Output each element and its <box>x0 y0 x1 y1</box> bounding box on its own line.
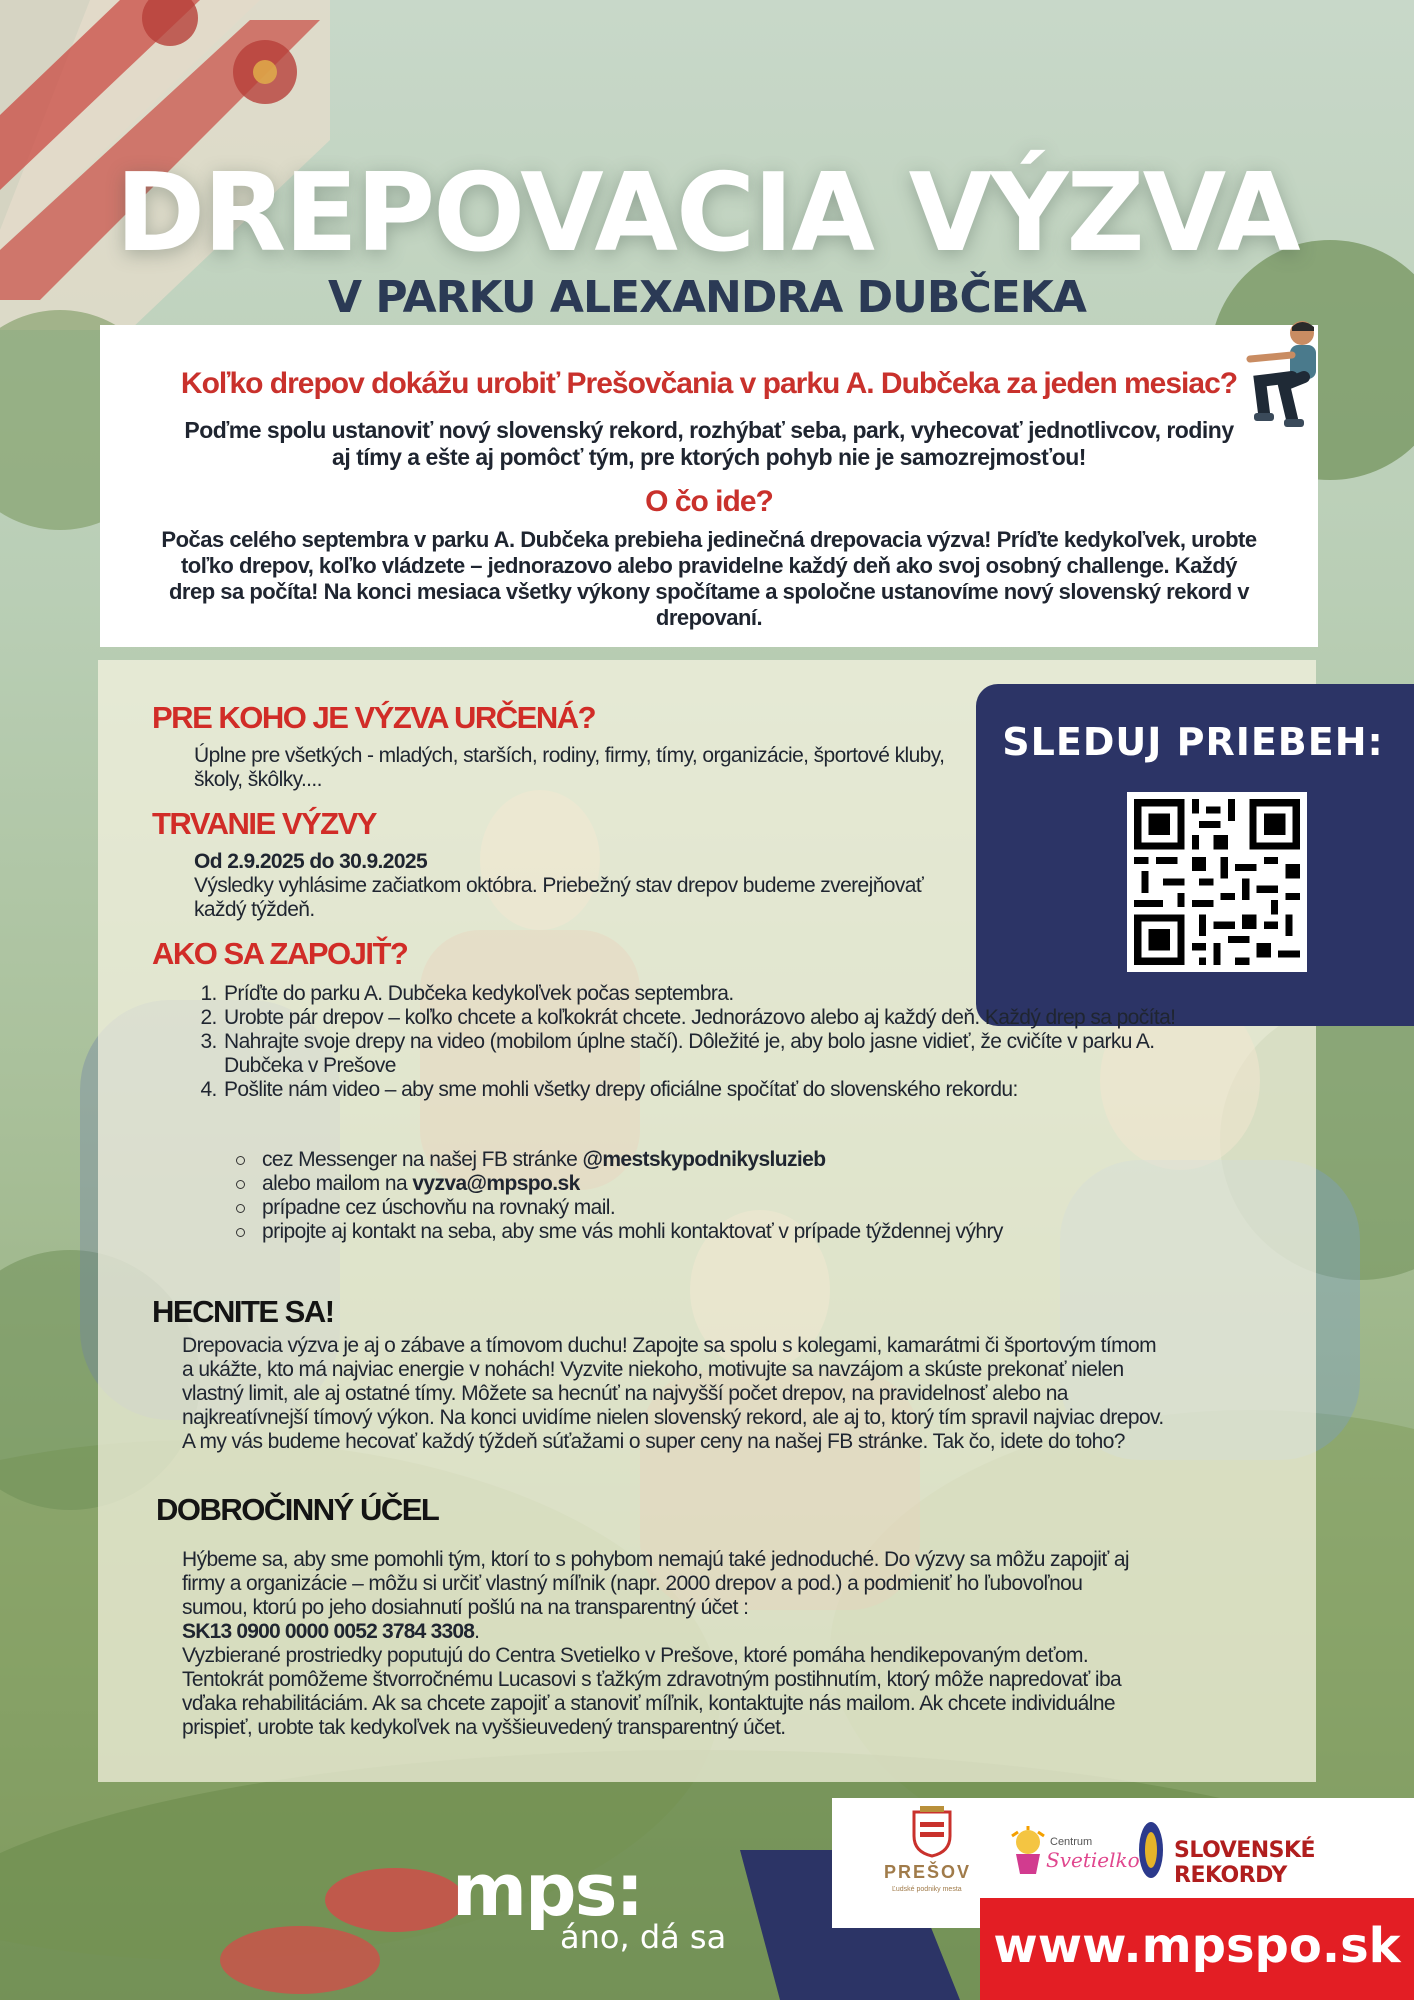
contact-note: pripojte aj kontakt na seba, aby sme vás mohli kontaktovať v prípade týždennej výhry <box>262 1220 1162 1244</box>
intro-box <box>100 325 1318 647</box>
iban-suffix: . <box>474 1620 480 1643</box>
audience-heading: PRE KOHO JE VÝZVA URČENÁ? <box>152 700 596 735</box>
mps-logo: mps: <box>452 1848 643 1932</box>
about-heading: O čo ide? <box>645 485 773 518</box>
presov-logo-text: PREŠOV <box>884 1862 972 1882</box>
contact-upload: prípadne cez úschovňu na rovnaký mail. <box>262 1196 1162 1220</box>
contact-email <box>262 1172 1162 1196</box>
audience-text: Úplne pre všetkých - mladých, starších, rodiny, firmy, tímy, organizácie, športové kluby, školy, škôlky.... <box>194 744 945 791</box>
presov-logo-sub: Ľudské podniky mesta <box>892 1886 962 1893</box>
svetielko-child-icon <box>1006 1824 1050 1876</box>
intro-lead: Poďme spolu ustanoviť nový slovenský rekord, rozhýbať seba, park, vyhecovať jednotlivcov, rodiny aj tímy a ešte aj pomôcť tým, pre ktorých pohyb nie je samozrejmosťou! <box>184 417 1234 470</box>
squatting-man-icon <box>1240 315 1340 445</box>
email-link[interactable]: vyzva@mpspo.sk <box>412 1172 580 1195</box>
website-link[interactable]: www.mpspo.sk <box>993 1918 1401 1974</box>
contact-list <box>236 1148 1162 1244</box>
records-logo-text: SLOVENSKÉ REKORDY <box>1174 1838 1316 1888</box>
svetielko-text: Svetielko <box>1046 1848 1140 1872</box>
contact-messenger-label: cez Messenger na našej FB stránke <box>262 1148 583 1171</box>
hype-heading: HECNITE SA! <box>152 1294 334 1329</box>
charity-text <box>182 1548 1152 1740</box>
charity-text-1: Hýbeme sa, aby sme pomohli tým, ktorí to s pohybom nemajú také jednoduché. Do výzvy sa môžu zapojiť aj firmy a organizácie – môžu si určiť vlastný míľnik (napr. 2000 drepov a pod.) a podmieniť ho ľubovoľnou sumou, ktorú po jeho dosiahnutí pošlú na na transparentný účet : <box>182 1548 1129 1619</box>
join-steps <box>200 982 1182 1102</box>
join-heading: AKO SA ZAPOJIŤ? <box>152 936 408 971</box>
contact-messenger <box>262 1148 1162 1172</box>
charity-heading: DOBROČINNÝ ÚČEL <box>156 1492 439 1527</box>
charity-text-2: Vyzbierané prostriedky poputujú do Centra Svetielko v Prešove, ktoré pomáha hendikepovaným deťom. Tentokrát pomôžeme štvorročnému Lucasovi s ťažkým zdravotným postihnutím, ktorý môže napredovať iba vďaka rehabilitáciám. Ak sa chcete zapojiť a stanoviť míľnik, kontaktujte nás mailom. Ak chcete individuálne prispieť, urobte tak kedykoľvek na vyššieuvedený transparentný účet. <box>182 1644 1122 1739</box>
qr-title: SLEDUJ PRIEBEH: <box>1002 720 1384 764</box>
presov-crest-icon <box>910 1806 954 1858</box>
hype-text: Drepovacia výzva je aj o zábave a tímovom duchu! Zapojte sa spolu s kolegami, kamarátmi či športovým tímom a ukážte, kto má najviac energie v nohách! Vyzvite niekoho, motivujte sa navzájom a skúste prekonať nielen vlastný limit, ale aj ostatné tímy. Môžete sa hecnúť na najvyšší počet drepov, na pravidelnosť alebo na najkreatívnejší tímový výkon. Na konci uvidíme nielen slovenský rekord, ale aj to, ktorý tím spravil najviac drepov. A my vás budeme hecovať každý týždeň súťažami o super ceny na našej FB stránke. Tak čo, idete do toho? <box>182 1334 1164 1453</box>
iban: SK13 0900 0000 0052 3784 3308 <box>182 1620 475 1643</box>
intro-question: Koľko drepov dokážu urobiť Prešovčania v parku A. Dubčeka za jeden mesiac? <box>180 367 1238 400</box>
duration-dates: Od 2.9.2025 do 30.9.2025 <box>194 850 428 873</box>
join-step: 3. Nahrajte svoje drepy na video (mobilom úplne stačí). Dôležité je, aby bolo jasne vidieť, že cvičíte v parku A. Dubčeka v Prešove <box>222 1030 1182 1078</box>
qr-panel <box>976 684 1414 1026</box>
join-step: 4. Pošlite nám video – aby sme mohli všetky drepy oficiálne spočítať do slovenského rekordu: <box>222 1078 1182 1102</box>
qr-code[interactable] <box>1127 792 1307 972</box>
qr-code-icon <box>1127 792 1307 972</box>
mps-tagline: áno, dá sa <box>560 1918 727 1956</box>
subtitle: V PARKU ALEXANDRA DUBČEKA <box>328 272 1086 323</box>
centrum-text: Centrum <box>1050 1836 1093 1848</box>
fb-handle-link[interactable]: @mestskypodnikysluzieb <box>582 1148 826 1171</box>
join-step: 1. Príďte do parku A. Dubčeka kedykoľvek počas septembra. <box>222 982 1182 1006</box>
main-title: DREPOVACIA VÝZVA <box>115 151 1299 276</box>
records-badge-icon <box>1138 1820 1164 1880</box>
duration-heading: TRVANIE VÝZVY <box>152 806 376 841</box>
about-text: Počas celého septembra v parku A. Dubčeka prebieha jedinečná drepovacia výzva! Príďte kedykoľvek, urobte toľko drepov, koľko vládzete – jednorazovo alebo pravidelne každý deň ako svoj osobný challenge. Každý drep sa počíta! Na konci mesiaca všetky výkony spočítame a spoločne ustanovíme nový slovenský rekord v drepovaní. <box>161 527 1257 630</box>
contact-email-label: alebo mailom na <box>262 1172 413 1195</box>
duration-text: Výsledky vyhlásime začiatkom októbra. Priebežný stav drepov budeme zverejňovať každý týždeň. <box>194 874 924 921</box>
join-step: 2. Urobte pár drepov – koľko chcete a koľkokrát chcete. Jednorázovo alebo aj každý deň. Každý drep sa počíta! <box>222 1006 1182 1030</box>
